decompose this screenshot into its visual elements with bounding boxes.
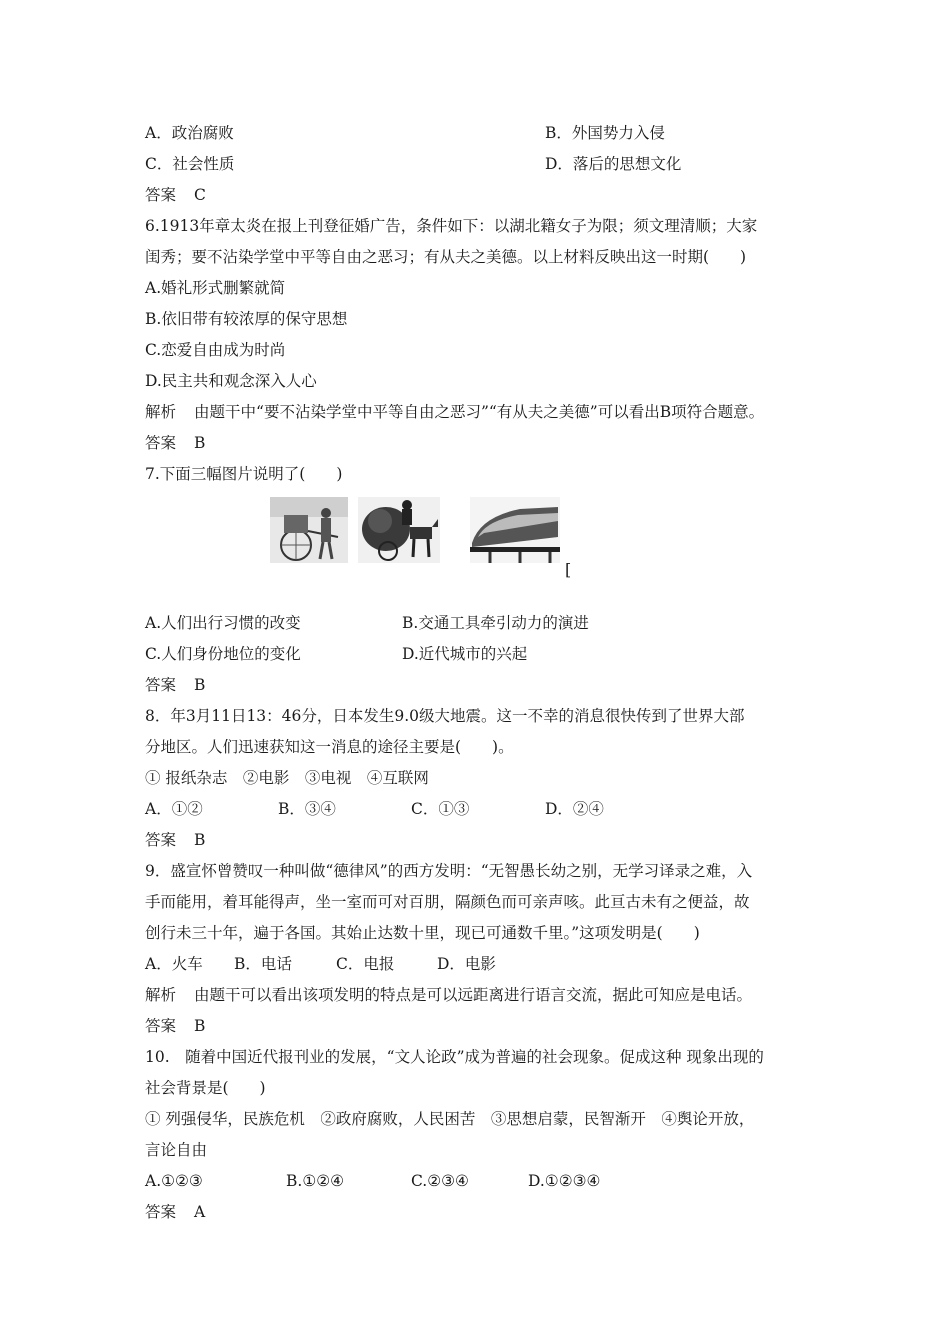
q6-option-c: C.恋爱自由成为时尚 [145,341,286,359]
q6-option-a: A.婚礼形式删繁就简 [145,279,286,297]
q5-answer: 答案 C [145,186,206,204]
q8-option-d: D．②④ [545,800,604,818]
q10-option-a: A.①②③ [145,1172,203,1190]
q5-option-c: C．社会性质 [145,155,235,173]
q9-option-a: A．火车 [145,955,203,973]
q7-option-c: C.人们身份地位的变化 [145,645,301,663]
q7-option-b: B.交通工具牵引动力的演进 [402,614,589,632]
q6-analysis: 解析 由题干中“要不沾染学堂中平等自由之恶习”“有从夫之美德”可以看出B项符合题意。 [145,403,765,421]
q6-option-d: D.民主共和观念深入人心 [145,372,317,390]
q5-option-a: A．政治腐败 [145,124,234,142]
q8-items: ① 报纸杂志 ②电影 ③电视 ④互联网 [145,769,429,787]
q9-analysis: 解析 由题干可以看出该项发明的特点是可以远距离进行语言交流，据此可知应是电话。 [145,986,753,1004]
q8-stem-line1: 8．年3月11日13：46分，日本发生9.0级大地震。这一不幸的消息很快传到了世界大部 [145,707,745,725]
q10-items-line2: 言论自由 [145,1141,208,1159]
rickshaw-image [270,497,348,563]
q8-answer: 答案 B [145,831,206,849]
q10-items-line1: ① 列强侵华，民族危机 ②政府腐败，人民困苦 ③思想启蒙，民智渐开 ④舆论开放， [145,1110,755,1128]
q8-option-c: C．①③ [411,800,470,818]
q9-answer: 答案 B [145,1017,206,1035]
stray-bracket: [ [565,560,572,579]
q6-option-b: B.依旧带有较浓厚的保守思想 [145,310,348,328]
q9-stem-line3: 创行未三十年，遍于各国。其始止达数十里，现已可通数千里。”这项发明是( ) [145,924,700,942]
maglev-train-image [470,497,560,563]
q9-option-d: D．电影 [437,955,496,973]
horse-cart-image [358,497,440,563]
q6-answer: 答案 B [145,434,206,452]
q9-stem-line1: 9．盛宣怀曾赞叹一种叫做“德律风”的西方发明：“无智愚长幼之别，无学习译录之难，入 [145,862,753,880]
q7-figure-strip [270,497,570,567]
q8-option-a: A．①② [145,800,203,818]
q7-option-a: A.人们出行习惯的改变 [145,614,301,632]
q7-stem: 7.下面三幅图片说明了( ) [145,465,343,483]
q8-option-b: B．③④ [278,800,336,818]
q5-option-b: B．外国势力入侵 [545,124,665,142]
q7-answer: 答案 B [145,676,206,694]
q5-option-d: D．落后的思想文化 [545,155,682,173]
q10-option-c: C.②③④ [411,1172,469,1190]
q9-stem-line2: 手而能用，着耳能得声，坐一室而可对百朋，隔颜色而可亲声咳。此亘古未有之便益，故 [145,893,750,911]
q10-answer: 答案 A [145,1203,206,1221]
q6-stem-line2: 闺秀；要不沾染学堂中平等自由之恶习；有从夫之美德。以上材料反映出这一时期( ) [145,248,747,266]
q8-stem-line2: 分地区。人们迅速获知这一消息的途径主要是( )。 [145,738,514,756]
q10-option-d: D.①②③④ [528,1172,601,1190]
q6-stem-line1: 6.1913年章太炎在报上刊登征婚广告，条件如下：以湖北籍女子为限；须文理清顺；大家 [145,217,758,235]
q10-option-b: B.①②④ [286,1172,345,1190]
q7-option-d: D.近代城市的兴起 [402,645,528,663]
q10-stem-line1: 10. 随着中国近代报刊业的发展，“文人论政”成为普遍的社会现象。促成这种 现象出现的 [145,1048,764,1066]
q9-option-c: C．电报 [336,955,395,973]
q10-stem-line2: 社会背景是( ) [145,1079,266,1097]
q9-option-b: B．电话 [234,955,292,973]
